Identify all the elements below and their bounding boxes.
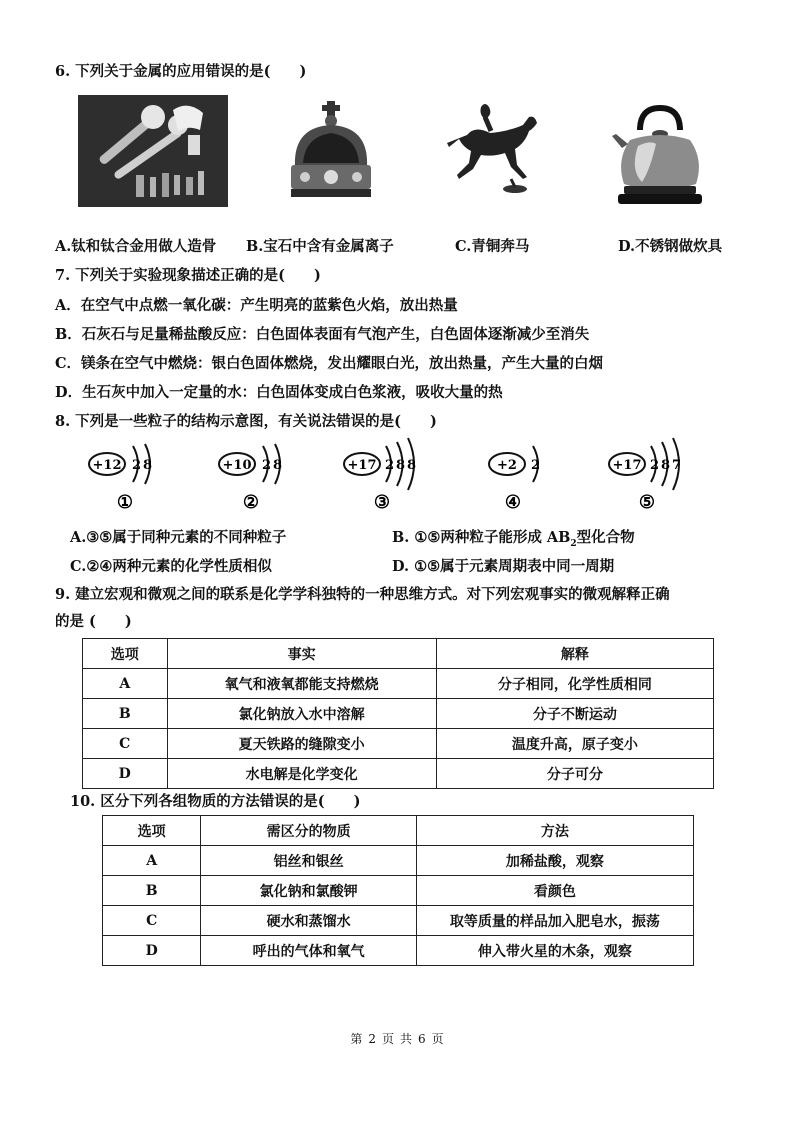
crown-image — [285, 97, 377, 205]
table-cell: 氯化钠和氯酸钾 — [201, 876, 416, 906]
q6-option-c: C.青铜奔马 — [455, 238, 530, 255]
table-row — [103, 876, 694, 906]
table-header-cell: 解释 — [436, 639, 713, 669]
particle-3-label: ③ — [373, 492, 391, 513]
particle-1-diagram — [85, 438, 175, 518]
q7-stem: 7. 下列关于实验现象描述正确的是( ) — [55, 267, 321, 284]
particle-4-label: ④ — [504, 492, 522, 513]
q8-option-c: C.②④两种元素的化学性质相似 — [70, 558, 272, 575]
q8-option-b — [392, 528, 635, 554]
particle-2-shell-1: 2 — [262, 458, 272, 473]
footer-di: 第 — [350, 1032, 363, 1046]
kettle-image — [610, 100, 710, 212]
table-header-cell: 需区分的物质 — [201, 816, 416, 846]
particle-4-nucleus: +2 — [497, 458, 517, 473]
table-header-cell: 方法 — [416, 816, 693, 846]
q8-option-b-subscript: 2 — [570, 538, 577, 549]
particle-3-shell-2: 8 — [396, 458, 406, 473]
q8-option-b-text: B. ①⑤两种粒子能形成 AB — [392, 529, 571, 546]
q7-option-b: B．石灰石与足量稀盐酸反应：白色固体表面有气泡产生，白色固体逐渐减少至消失 — [55, 326, 590, 343]
particle-5-shell-2: 8 — [661, 458, 671, 473]
particle-3-diagram — [340, 432, 440, 518]
q10-stem: 10. 区分下列各组物质的方法错误的是( ) — [70, 793, 361, 810]
table-cell: D — [83, 759, 168, 789]
table-header-cell: 选项 — [103, 816, 201, 846]
table-row — [103, 846, 694, 876]
table-cell: 分子不断运动 — [436, 699, 713, 729]
q8-option-b-suffix: 型化合物 — [576, 529, 635, 546]
q7-option-c: C．镁条在空气中燃烧：银白色固体燃烧，发出耀眼白光，放出热量，产生大量的白烟 — [55, 355, 604, 372]
table-row — [103, 936, 694, 966]
particle-5-nucleus: +17 — [612, 458, 642, 473]
particle-1-nucleus: +12 — [92, 458, 122, 473]
particle-1-shell-1: 2 — [132, 458, 142, 473]
table-cell: C — [83, 729, 168, 759]
q10-table — [102, 815, 694, 966]
table-cell: 温度升高，原子变小 — [436, 729, 713, 759]
table-cell: 氧气和液氧都能支持燃烧 — [167, 669, 436, 699]
table-cell: A — [83, 669, 168, 699]
q7-option-d: D．生石灰中加入一定量的水：白色固体变成白色浆液，吸收大量的热 — [55, 384, 503, 401]
q9-table — [82, 638, 714, 789]
particle-5-diagram — [605, 432, 705, 518]
q6-stem: 6. 下列关于金属的应用错误的是( ) — [55, 63, 307, 80]
table-cell: 伸入带火星的木条，观察 — [416, 936, 693, 966]
table-cell: 呼出的气体和氧气 — [201, 936, 416, 966]
particle-5-shell-1: 2 — [650, 458, 660, 473]
q8-option-a: A.③⑤属于同种元素的不同种粒子 — [70, 529, 287, 546]
footer-ye-2: 页 — [431, 1032, 444, 1046]
table-cell: B — [83, 699, 168, 729]
table-row — [83, 669, 714, 699]
q8-option-d: D. ①⑤属于元素周期表中同一周期 — [392, 558, 615, 575]
titanium-bone-image — [78, 95, 228, 207]
q6-option-d: D.不锈钢做炊具 — [618, 238, 723, 255]
table-header-cell: 事实 — [167, 639, 436, 669]
footer-gong: 共 — [400, 1032, 413, 1046]
page-footer — [0, 1030, 794, 1047]
table-cell: 夏天铁路的缝隙变小 — [167, 729, 436, 759]
table-cell: 水电解是化学变化 — [167, 759, 436, 789]
q7-option-a: A．在空气中点燃一氧化碳：产生明亮的蓝紫色火焰，放出热量 — [55, 297, 458, 314]
footer-total-pages: 6 — [418, 1032, 426, 1046]
table-cell: 铝丝和银丝 — [201, 846, 416, 876]
particle-5-shell-3: 7 — [672, 458, 682, 473]
q9-stem-line1: 9. 建立宏观和微观之间的联系是化学学科独特的一种思维方式。对下列宏观事实的微观解释正确 — [55, 586, 670, 603]
table-cell: 分子相同，化学性质相同 — [436, 669, 713, 699]
q6-option-a: A.钛和钛合金用做人造骨 — [55, 238, 217, 255]
particle-1-label: ① — [116, 492, 134, 513]
table-header-row — [83, 639, 714, 669]
table-cell: 取等质量的样品加入肥皂水，振荡 — [416, 906, 693, 936]
bronze-horse-image — [445, 95, 550, 205]
particle-3-shell-3: 8 — [407, 458, 417, 473]
table-cell: D — [103, 936, 201, 966]
table-header-cell: 选项 — [83, 639, 168, 669]
particle-3-shell-1: 2 — [385, 458, 395, 473]
particle-4-shell-1: 2 — [531, 458, 541, 473]
particle-2-diagram — [215, 438, 305, 518]
table-header-row — [103, 816, 694, 846]
footer-page-number: 2 — [368, 1032, 376, 1046]
footer-ye: 页 — [381, 1032, 394, 1046]
particle-5-label: ⑤ — [638, 492, 656, 513]
table-row — [83, 729, 714, 759]
q6-option-b: B.宝石中含有金属离子 — [246, 238, 394, 255]
table-row — [83, 699, 714, 729]
q9-stem-line2: 的是 ( ) — [55, 613, 132, 630]
table-row — [83, 759, 714, 789]
particle-2-nucleus: +10 — [222, 458, 252, 473]
q8-stem: 8. 下列是一些粒子的结构示意图，有关说法错误的是( ) — [55, 413, 437, 430]
particle-4-diagram — [485, 438, 565, 518]
particle-2-label: ② — [242, 492, 260, 513]
table-row — [103, 906, 694, 936]
table-cell: 氯化钠放入水中溶解 — [167, 699, 436, 729]
particle-1-shell-2: 8 — [143, 458, 153, 473]
table-cell: 看颜色 — [416, 876, 693, 906]
table-cell: 硬水和蒸馏水 — [201, 906, 416, 936]
particle-2-shell-2: 8 — [273, 458, 283, 473]
table-cell: A — [103, 846, 201, 876]
table-cell: 分子可分 — [436, 759, 713, 789]
particle-3-nucleus: +17 — [347, 458, 377, 473]
table-cell: C — [103, 906, 201, 936]
table-cell: B — [103, 876, 201, 906]
table-cell: 加稀盐酸，观察 — [416, 846, 693, 876]
